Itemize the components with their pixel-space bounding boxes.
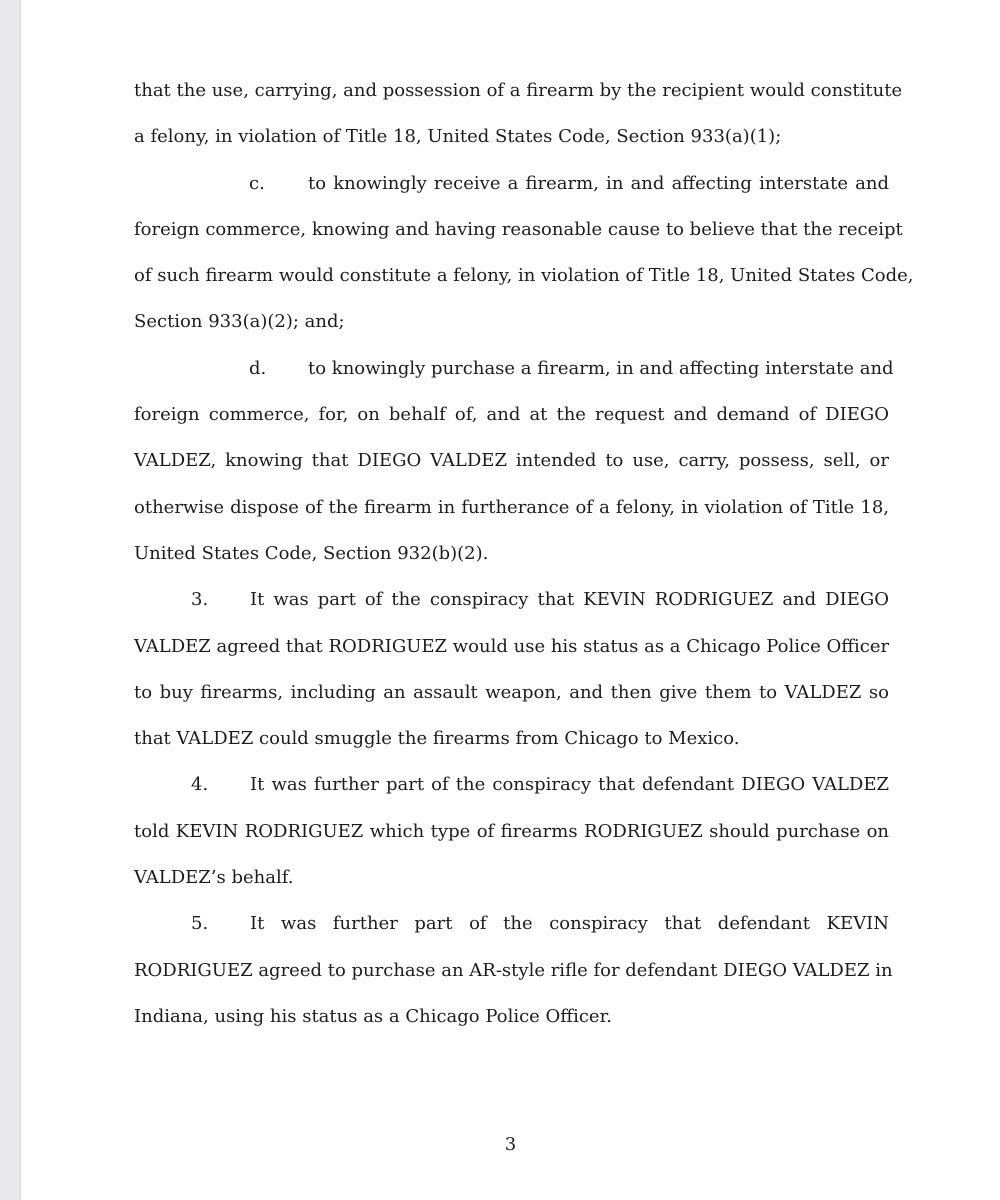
- paragraph-marker: 4.: [191, 774, 209, 796]
- text-run: to knowingly purchase a firearm, in and affecting interstate and: [308, 357, 894, 379]
- text-line: that VALDEZ could smuggle the firearms from Chicago to Mexico.: [134, 728, 740, 750]
- paragraph-c: [134, 161, 914, 346]
- text-line: [134, 901, 889, 947]
- paragraph-marker: 5.: [191, 913, 209, 935]
- text-line: RODRIGUEZ agreed to purchase an AR-style rifle for defendant DIEGO VALDEZ in: [134, 959, 893, 981]
- paragraph-d: [134, 346, 894, 577]
- text-line: [134, 762, 889, 808]
- viewer-left-edge: [0, 0, 21, 1200]
- text-line: of such firearm would constitute a felony, in violation of Title 18, United States Code,: [134, 265, 914, 287]
- text-run: It was further part of the conspiracy that defendant KEVIN: [250, 913, 889, 935]
- paragraph-marker: 3.: [191, 589, 209, 611]
- text-line: [134, 577, 889, 623]
- paragraph-4: [134, 762, 889, 901]
- text-line: that the use, carrying, and possession of a firearm by the recipient would constitute: [134, 80, 903, 101]
- page-body: [134, 68, 914, 1040]
- paragraph-3: [134, 577, 889, 762]
- text-run: It was further part of the conspiracy that defendant DIEGO VALDEZ: [250, 774, 889, 796]
- paragraph-marker: c.: [249, 172, 265, 194]
- text-line: [134, 346, 894, 392]
- text-line: [134, 161, 889, 207]
- text-line: to buy firearms, including an assault weapon, and then give them to VALDEZ so: [134, 681, 889, 703]
- document-page: [21, 0, 1000, 1200]
- text-line: otherwise dispose of the firearm in furtherance of a felony, in violation of Title 18,: [134, 496, 889, 518]
- text-line: foreign commerce, knowing and having reasonable cause to believe that the receipt: [134, 218, 903, 240]
- paragraph-5: [134, 901, 893, 1040]
- text-line: a felony, in violation of Title 18, United States Code, Section 933(a)(1);: [134, 126, 782, 148]
- text-line: told KEVIN RODRIGUEZ which type of firearms RODRIGUEZ should purchase on: [134, 820, 889, 842]
- paragraph-marker: d.: [249, 357, 267, 379]
- page-number: 3: [504, 1134, 517, 1155]
- text-line: foreign commerce, for, on behalf of, and at the request and demand of DIEGO: [134, 404, 889, 426]
- text-line: Section 933(a)(2); and;: [134, 311, 345, 333]
- text-run: to knowingly receive a firearm, in and affecting interstate and: [308, 172, 889, 194]
- text-line: VALDEZ’s behalf.: [134, 867, 294, 889]
- paragraph-b-continuation: [134, 68, 903, 161]
- text-line: VALDEZ agreed that RODRIGUEZ would use his status as a Chicago Police Officer: [134, 635, 890, 657]
- text-run: It was part of the conspiracy that KEVIN RODRIGUEZ and DIEGO: [250, 589, 889, 611]
- text-line: VALDEZ, knowing that DIEGO VALDEZ intended to use, carry, possess, sell, or: [134, 450, 889, 472]
- text-line: United States Code, Section 932(b)(2).: [134, 542, 489, 564]
- text-line: Indiana, using his status as a Chicago Police Officer.: [134, 1005, 612, 1027]
